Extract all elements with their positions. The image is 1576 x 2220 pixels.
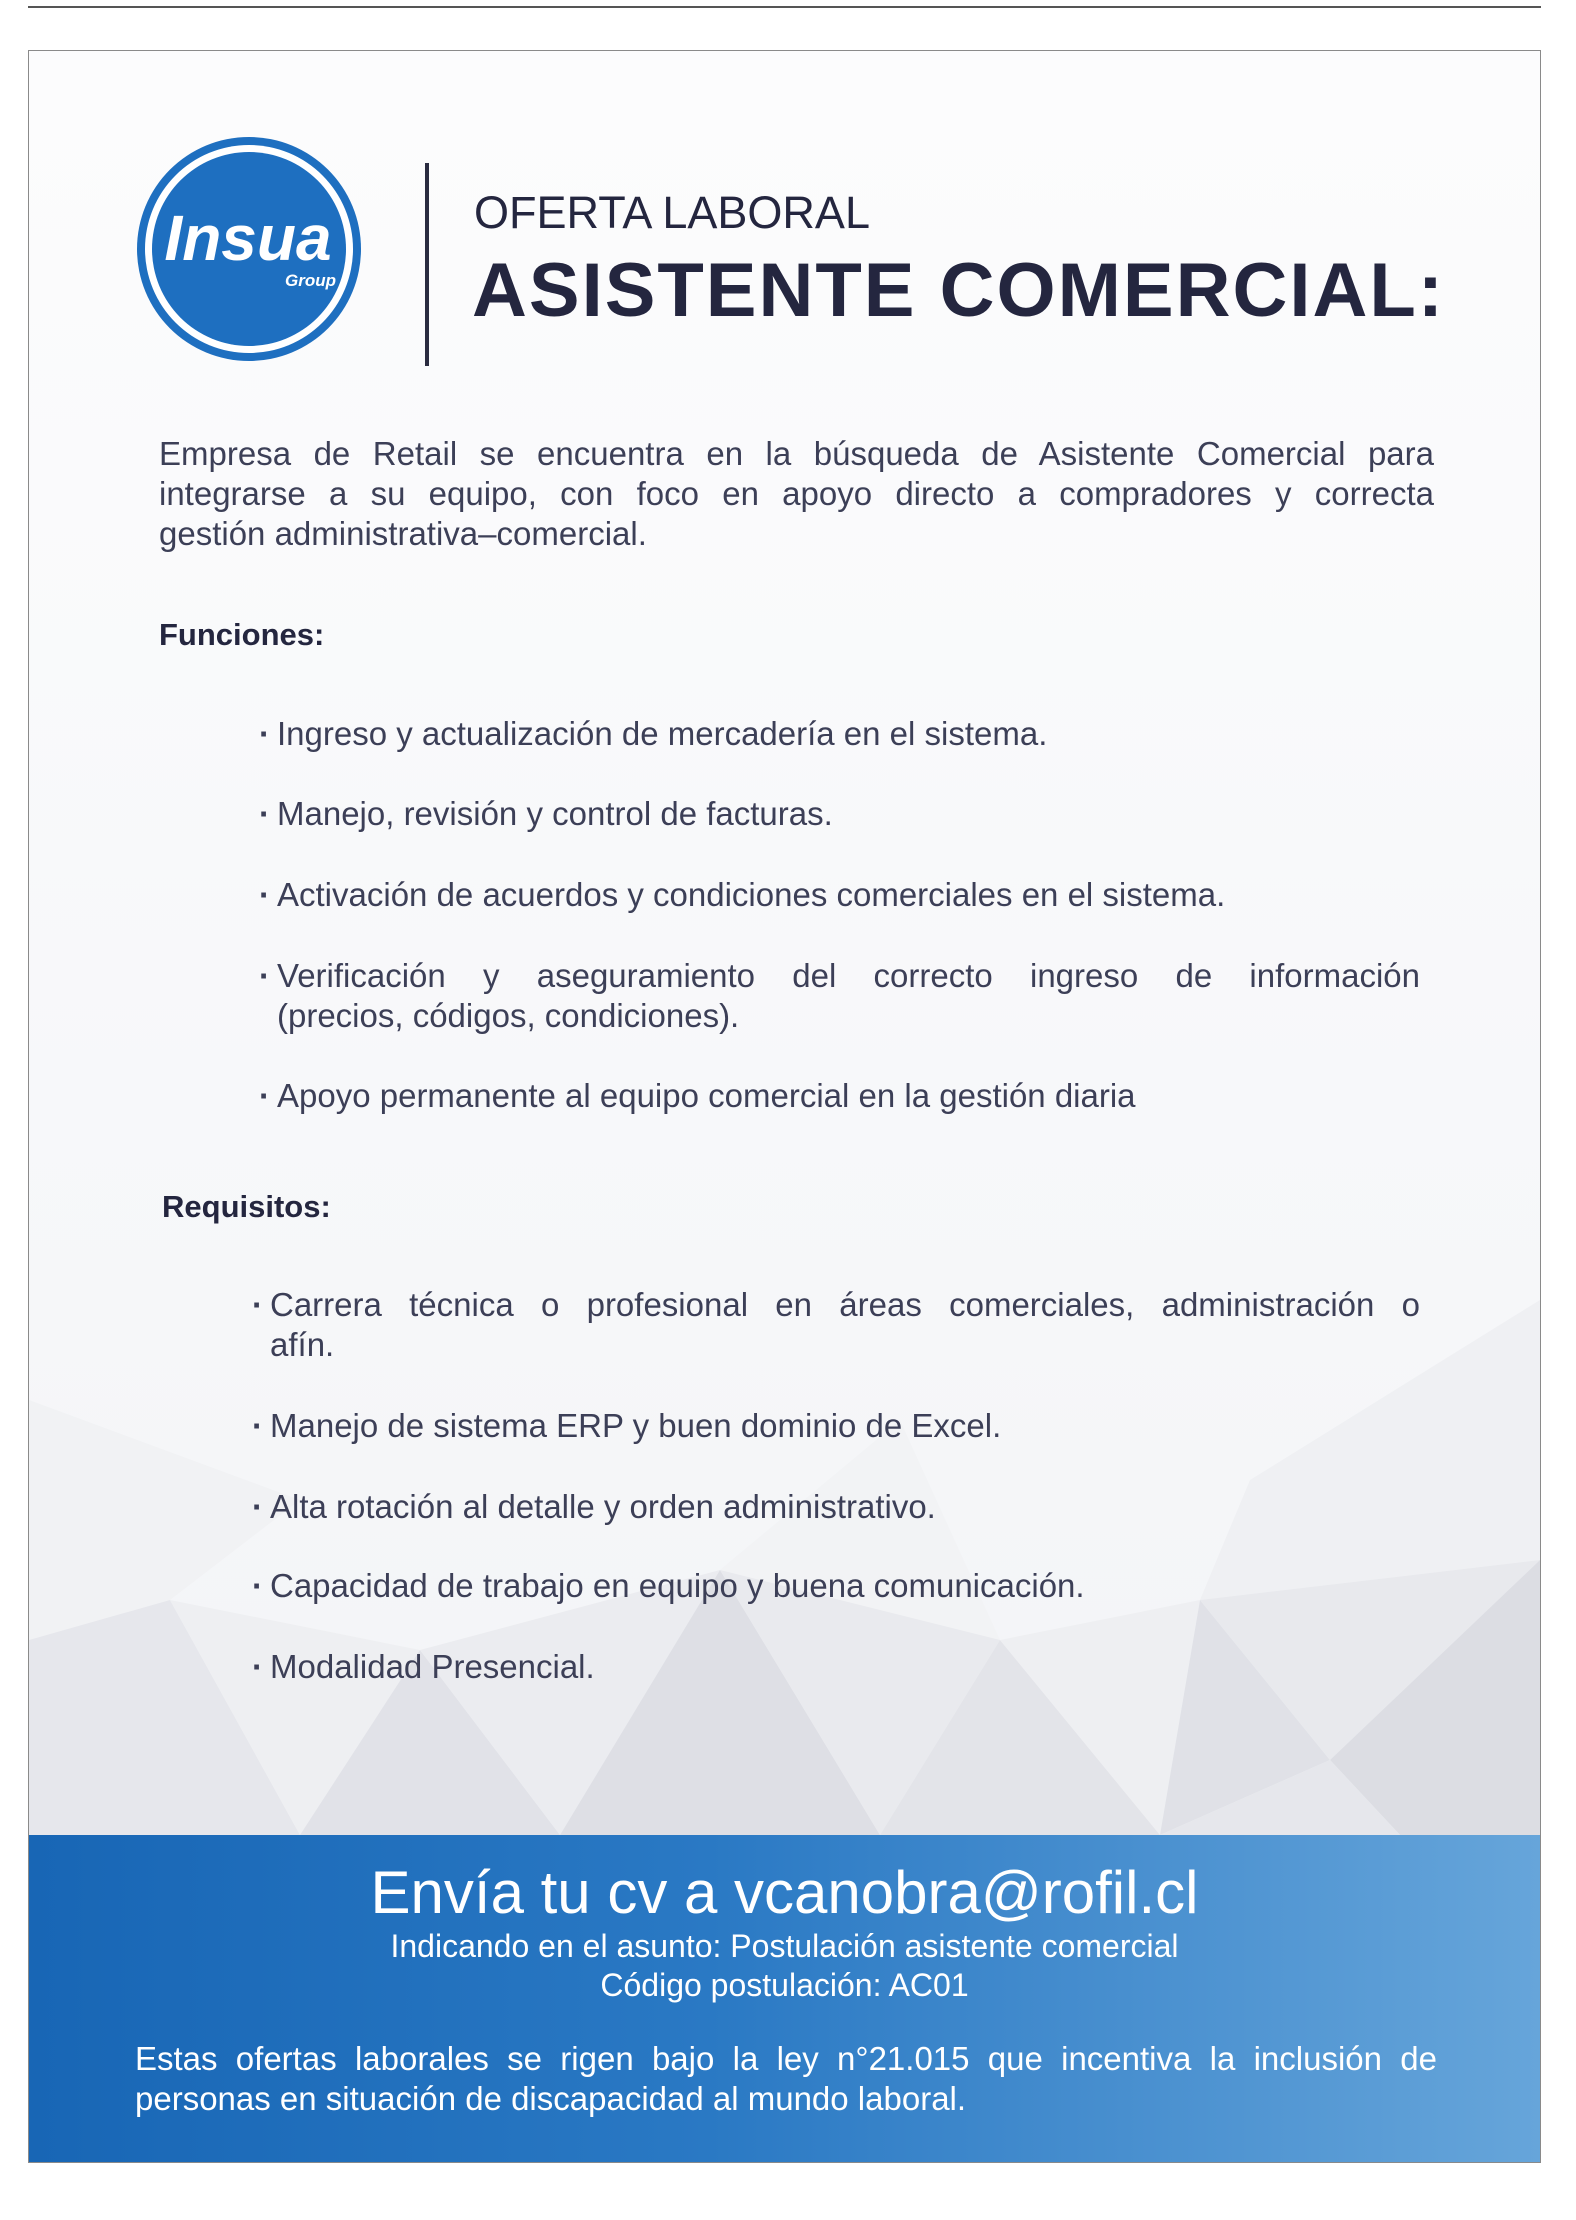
requirement-item <box>270 1406 1420 1446</box>
function-item <box>277 714 1420 754</box>
job-title: ASISTENTE COMERCIAL: <box>472 248 1446 333</box>
requirement-item <box>270 1487 1420 1527</box>
requirement-item-text: afín. <box>270 1326 335 1363</box>
requirement-item <box>270 1285 1420 1365</box>
requirement-item-text: · Modalidad Presencial. <box>270 1648 595 1685</box>
logo-brand-text: Insua <box>164 202 332 274</box>
intro-line: integrarse a su equipo, con foco en apoyo directo a compradores y correcta <box>159 475 1434 512</box>
insua-group-logo <box>136 136 362 362</box>
legal-line: Estas ofertas laborales se rigen bajo la ley n°21.015 que incentiva la inclusión de <box>135 2040 1437 2077</box>
function-item <box>277 875 1420 915</box>
email-subject-note: Indicando en el asunto: Postulación asistente comercial <box>390 1928 1179 1964</box>
header-divider <box>425 163 429 366</box>
intro-line: Empresa de Retail se encuentra en la búsqueda de Asistente Comercial para <box>159 435 1434 472</box>
functions-heading: Funciones: <box>159 617 325 652</box>
requirement-item-text: · Carrera técnica o profesional en áreas comerciales, administración o <box>270 1286 1420 1323</box>
function-item <box>277 956 1420 1036</box>
intro-line: gestión administrativa–comercial. <box>159 515 647 552</box>
logo-sub-text: Group <box>285 271 336 290</box>
function-item-text: · Manejo, revisión y control de facturas. <box>277 795 833 832</box>
requirement-item <box>270 1647 1420 1687</box>
legal-line: personas en situación de discapacidad al mundo laboral. <box>135 2080 967 2117</box>
function-item <box>277 1076 1420 1116</box>
function-item-text: · Verificación y aseguramiento del correcto ingreso de información <box>277 957 1420 994</box>
requirements-heading: Requisitos: <box>162 1189 331 1224</box>
function-item-text: · Ingreso y actualización de mercadería en el sistema. <box>277 715 1048 752</box>
apply-email-cta: Envía tu cv a vcanobra@rofil.cl <box>370 1859 1199 1926</box>
requirement-item-text: · Capacidad de trabajo en equipo y buena comunicación. <box>270 1567 1085 1604</box>
function-item-text: (precios, códigos, condiciones). <box>277 997 740 1034</box>
offer-eyebrow: OFERTA LABORAL <box>474 187 870 238</box>
function-item <box>277 794 1420 834</box>
requirement-item <box>270 1566 1420 1606</box>
requirement-item-text: · Manejo de sistema ERP y buen dominio de Excel. <box>270 1407 1002 1444</box>
application-code: Código postulación: AC01 <box>600 1967 969 2003</box>
function-item-text: · Activación de acuerdos y condiciones comerciales en el sistema. <box>277 876 1226 913</box>
requirement-item-text: · Alta rotación al detalle y orden administrativo. <box>270 1488 936 1525</box>
function-item-text: · Apoyo permanente al equipo comercial en la gestión diaria <box>277 1077 1136 1114</box>
